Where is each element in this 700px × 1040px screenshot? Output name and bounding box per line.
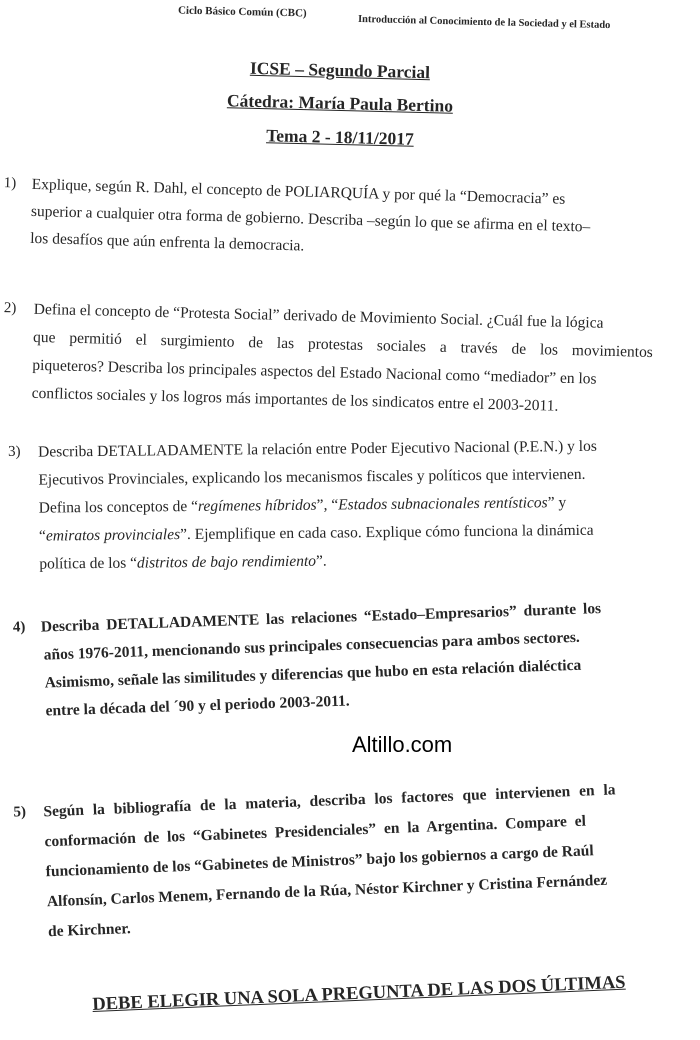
question-line: superior a cualquier otra forma de gobierno. Describa –según lo que se afirma en el texto– <box>30 202 591 236</box>
question-line: conflictos sociales y los logros más importantes de los sindicatos entre el 2003-2011. <box>31 384 559 415</box>
question-number: 5) <box>13 804 27 821</box>
question-line: Alfonsín, Carlos Menem, Fernando de la Rúa, Néstor Kirchner y Cristina Fernández <box>46 871 608 911</box>
question-line: Según la bibliografía de la materia, describa los factores que intervienen en la <box>43 781 616 821</box>
question-line: que permitió el surgimiento de las protestas sociales a través de los movimientos <box>32 328 654 361</box>
footer-instruction: DEBE ELEGIR UNA SOLA PREGUNTA DE LAS DOS ÚLTIMAS <box>92 972 626 1015</box>
header-course: Introducción al Conocimiento de la Sociedad y el Estado <box>357 13 611 32</box>
question-number: 2) <box>3 300 17 317</box>
question-line: Describa DETALLADAMENTE las relaciones “Estado–Empresarios” durante los <box>40 600 602 636</box>
question-line: entre la década del ´90 y el periodo 2003-2011. <box>45 692 350 720</box>
exam-topic-date: Tema 2 - 18/11/2017 <box>265 125 415 149</box>
question-line: Asimismo, señale las similitudes y diferencias que hubo en esta relación dialéctica <box>44 656 582 692</box>
question-line: Explique, según R. Dahl, el concepto de POLIARQUÍA y por qué la “Democracia” es <box>31 175 566 208</box>
question-line: años 1976-2011, mencionando sus principales consecuencias para ambos sectores. <box>43 628 580 664</box>
watermark: Altillo.com <box>352 732 453 757</box>
question-line: de Kirchner. <box>47 920 131 941</box>
question-line: conformación de los “Gabinetes Presidenciales” en la Argentina. Compare el <box>44 812 587 851</box>
question-line: piqueteros? Describa los principales aspectos del Estado Nacional como “mediador” en los <box>32 356 597 388</box>
question-number: 4) <box>12 619 26 636</box>
question-line: los desafíos que aún enfrenta la democracia. <box>30 229 305 255</box>
question-line: Describa DETALLADAMENTE la relación entre Poder Ejecutivo Nacional (P.E.N.) y los <box>38 437 597 461</box>
question-line: política de los “distritos de bajo rendimiento”. <box>39 552 327 573</box>
question-line: Defina los conceptos de “regímenes híbridos”, “Estados subnacionales rentísticos” y <box>38 494 567 517</box>
question-number: 1) <box>3 175 17 192</box>
question-number: 3) <box>8 443 21 460</box>
exam-chair: Cátedra: María Paula Bertino <box>226 90 454 116</box>
exam-title: ICSE – Segundo Parcial <box>249 57 431 83</box>
question-line: funcionamiento de los “Gabinetes de Ministros” bajo los gobiernos a cargo de Raúl <box>45 842 594 881</box>
question-line: Ejecutivos Provinciales, explicando los mecanismos fiscales y políticos que intervienen. <box>38 465 586 489</box>
question-line: “emiratos provinciales”. Ejemplifique en cada caso. Explique cómo funciona la dinámica <box>38 521 594 545</box>
question-line: Defina el concepto de “Protesta Social” derivado de Movimiento Social. ¿Cuál fue la lógica <box>33 300 604 332</box>
header-institution: Ciclo Básico Común (CBC) <box>177 4 307 20</box>
